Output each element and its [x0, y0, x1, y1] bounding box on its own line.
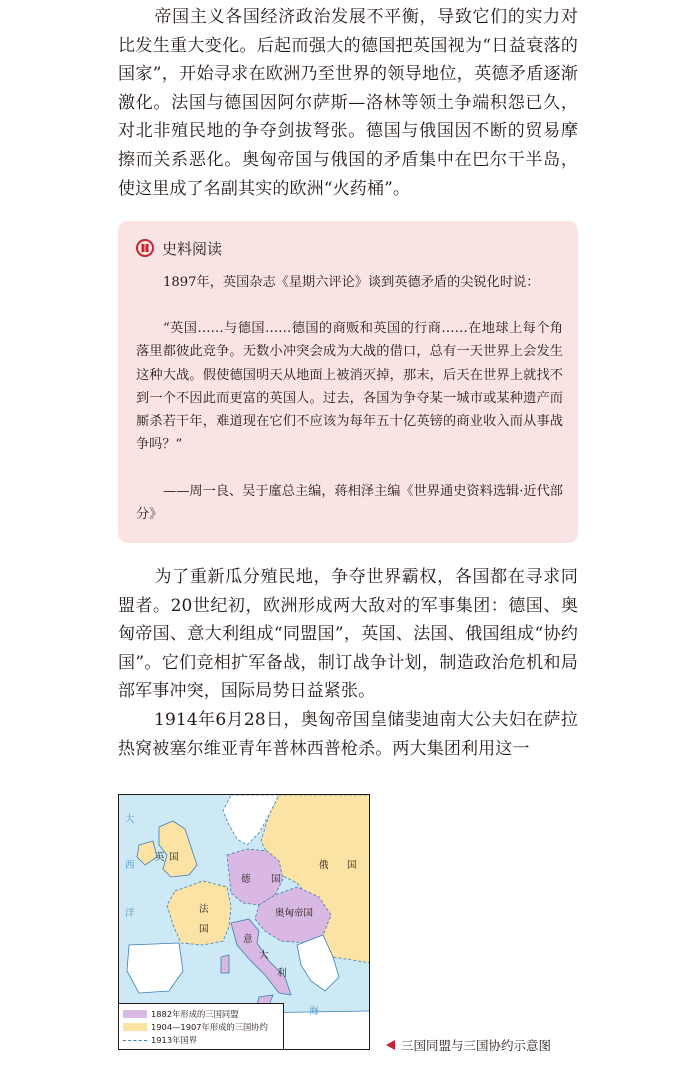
alliance-swatch: [123, 1010, 147, 1018]
legend-item-alliance: [123, 1008, 279, 1020]
italy-label-1: 意: [243, 934, 253, 945]
britain-label-2: 国: [169, 852, 179, 863]
france-label-1: 法: [199, 904, 209, 915]
russia-label-2: 国: [347, 860, 357, 871]
austria-hungary-label: 奥匈帝国: [275, 908, 314, 919]
paragraph-1: 帝国主义各国经济政治发展不平衡，导致它们的实力对比发生重大变化。后起而强大的德国把英国视为“日益衰落的国家”，开始寻求在欧洲乃至世界的领导地位，英德矛盾逐渐激化。法国与德国因阿尔萨斯—洛林等领土争端积怨已久，对北非殖民地的争夺剑拔弩张。德国与俄国因不断的贸易摩擦而关系恶化。奥匈帝国与俄国的矛盾集中在巴尔干半岛，使这里成了名副其实的欧洲“火药桶”。: [118, 7, 578, 199]
book-icon: [136, 239, 154, 257]
france-label-2: 国: [199, 924, 209, 935]
russia-label-1: 俄: [319, 860, 329, 871]
alliance-map: [118, 794, 370, 1050]
source-citation: ——周一良、吴于廑总主编，蒋相泽主编《世界通史资料选辑·近代部分》: [136, 484, 563, 523]
ocean-label-3: 洋: [125, 908, 135, 919]
map-caption: [386, 1036, 551, 1054]
source-quote: “英国……与德国……德国的商贩和英国的行商……在地球上每个角落里都彼此竞争。无数小冲突会成为大战的借口，总有一天世界上会发生这种大战。假使德国明天从地面上被消灭掉，那末，后天在世界上就找不到一个不因此而更富的英国人。过去，各国为争夺某一城市或某种遗产而厮杀若干年，难道现在它们不应该为每年五十亿英镑的商业收入而从事战争吗？”: [136, 321, 563, 453]
paragraph-3: 1914年6月28日，奥匈帝国皇储斐迪南大公夫妇在萨拉热窝被塞尔维亚青年普林西普枪杀。两大集团利用这一: [118, 710, 578, 759]
entente-swatch: [123, 1023, 147, 1031]
ocean-label-2: 西: [125, 860, 135, 871]
caption-arrow-icon: [386, 1040, 395, 1050]
source-reading-box: [118, 221, 578, 543]
source-reading-title: 史料阅读: [162, 239, 223, 258]
sea-label: 海: [309, 1006, 319, 1017]
legend-alliance-label: 1882年形成的三国同盟: [151, 1009, 239, 1019]
germany-label-2: 国: [271, 874, 281, 885]
legend-entente-label: 1904—1907年形成的三国协约: [151, 1022, 268, 1032]
italy-label-2: 大: [259, 950, 269, 961]
britain-label-1: 英: [155, 852, 165, 863]
legend-border-label: 1913年国界: [151, 1035, 198, 1045]
italy-label-3: 利: [277, 968, 287, 979]
legend-item-entente: [123, 1021, 279, 1033]
caption-text: 三国同盟与三国协约示意图: [401, 1038, 552, 1053]
map-legend: [119, 1003, 284, 1049]
paragraph-2: 为了重新瓜分殖民地，争夺世界霸权，各国都在寻求同盟者。20世纪初，欧洲形成两大敌对的军事集团：德国、奥匈帝国、意大利组成“同盟国”，英国、法国、俄国组成“协约国”。它们竞相扩军备战，制订战争计划，制造政治危机和局部军事冲突，国际局势日益紧张。: [118, 567, 578, 702]
legend-item-border: [123, 1034, 279, 1046]
source-intro: 1897年，英国杂志《星期六评论》谈到英德矛盾的尖锐化时说：: [163, 275, 540, 290]
source-reading-header: [136, 237, 222, 259]
border-swatch: [123, 1040, 147, 1041]
germany-label-1: 德: [241, 874, 251, 885]
ocean-label-1: 大: [125, 814, 135, 825]
